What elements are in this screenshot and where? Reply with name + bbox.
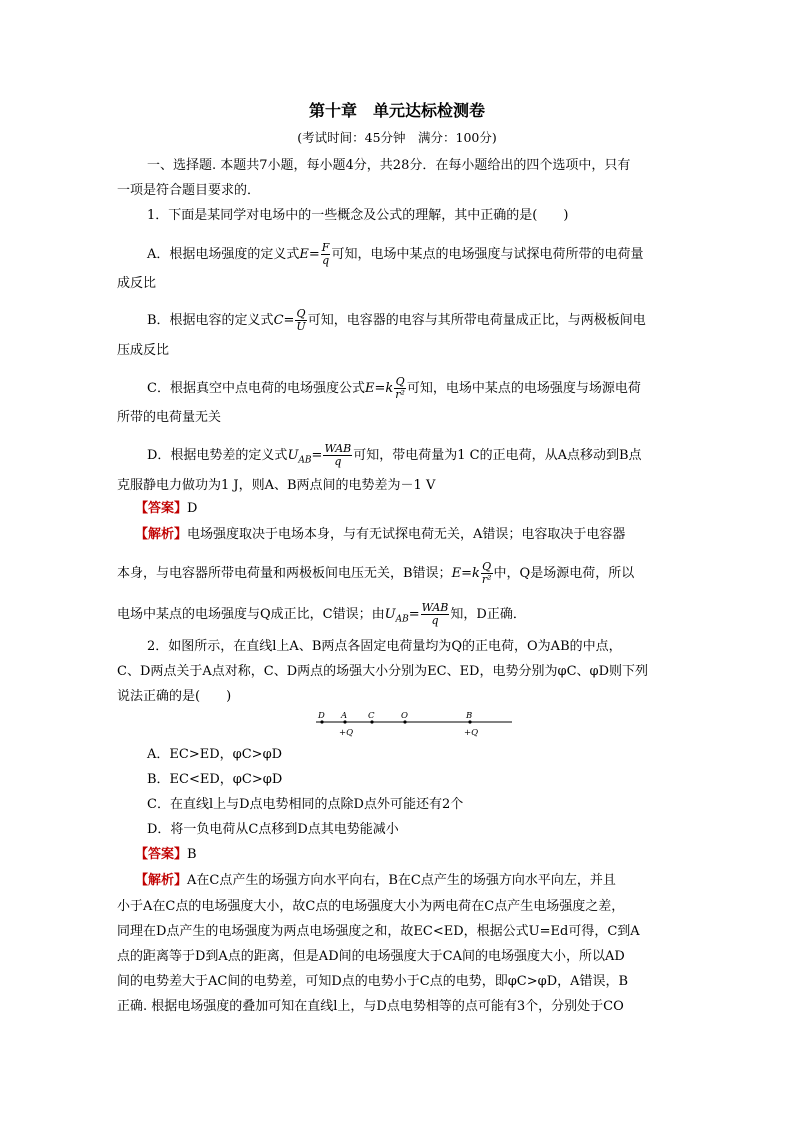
q1-option-a: A．根据电场强度的定义式E= $\frac{F}{q}$ 可知，电场中某点的电场强度与试探电荷所带的电荷量 [147, 241, 644, 267]
q1-answer [135, 499, 197, 519]
q1-option-b-cont: 压成反比 [117, 343, 170, 358]
q2-stem-line3: 说法正确的是( ) [117, 689, 232, 704]
q1-d-text: D．根据电势差的定义式 [147, 448, 288, 463]
q1-b-den: U [296, 320, 306, 333]
q1-analysis-text2: 本身，与电容器所带电荷量和两极板间电压无关，B错误； [117, 566, 452, 581]
q1-a-num: F [321, 241, 330, 254]
q1-analysis2-den: r² [481, 573, 492, 586]
q1-c-den: r² [395, 388, 405, 401]
q1-b-fraction [295, 308, 306, 333]
exam-info: (考试时间：45分钟 满分：100分) [297, 130, 497, 145]
q2-option-a: A．EC>ED，φC>φD [147, 747, 283, 762]
q1-b-num: Q [296, 307, 306, 320]
q1-b-var: C [273, 313, 284, 328]
page-title: 第十章 单元达标检测卷 [308, 101, 485, 120]
q1-a-text: A．根据电场强度的定义式 [147, 247, 300, 262]
q2-option-c: C．在直线l上与D点电势相同的点除D点外可能还有2个 [147, 797, 464, 812]
q1-d-fraction [323, 443, 352, 468]
q1-analysis2-var: E [451, 566, 462, 581]
q1-c-post: 可知，电场中某点的电场强度与场源电荷 [406, 381, 641, 396]
q1-stem: 1．下面是某同学对电场中的一些概念及公式的理解，其中正确的是( ) [147, 208, 569, 223]
q1-d-post: 可知，带电荷量为1 C的正电荷，从A点移动到B点 [353, 448, 642, 463]
q1-a-den: q [322, 254, 330, 267]
q1-a-fraction [321, 242, 331, 267]
section-instructions-line2: 一项是符合题目要求的． [117, 183, 261, 198]
q2-analysis-line3: 同理在D点产生的电场强度为两点电场强度之和，故EC<ED，根据公式U=Ed可得，C到A [117, 924, 640, 939]
q1-analysis3-var: U [384, 607, 396, 622]
label-a: A [341, 711, 348, 721]
q1-option-d: D．根据电势差的定义式$U_{AB}=$ $\frac{\text{WAB}}{q}$ 可知，带电荷量为1 C的正电荷，从A点移动到B点 [147, 442, 642, 468]
q1-answer-tag: 【答案】 [135, 501, 188, 516]
q1-analysis3-sub: AB [395, 614, 409, 625]
q2-option-d: D．将一负电荷从C点移到D点其电势能减小 [147, 822, 399, 837]
q1-b-post: 可知，电容器的电容与其所带电荷量成正比，与两极板间电 [307, 313, 646, 328]
q2-analysis-line1 [135, 871, 616, 891]
label-c: C [368, 711, 375, 721]
q2-analysis-line2: 小于A在C点的电场强度大小，故C点的电场强度大小为两电荷在C点产生电场强度之差， [117, 899, 625, 914]
q1-analysis2-k: k [471, 566, 480, 581]
q1-d-var: U [287, 448, 299, 463]
q1-d-den: q [334, 455, 342, 468]
q1-analysis-line1 [135, 525, 625, 545]
section-instructions-line1: 一、选择题. 本题共7小题，每小题4分，共28分．在每小题给出的四个选项中，只有 [147, 158, 631, 173]
label-d: D [318, 711, 325, 721]
q2-analysis-tag: 【解析】 [135, 873, 188, 888]
q2-answer-value: B [187, 847, 197, 862]
q1-analysis3-fraction [421, 602, 450, 627]
q1-option-b: B．根据电容的定义式C= $\frac{Q}{U}$ 可知，电容器的电容与其所带电荷量成正比，与两极板间电 [147, 307, 646, 333]
q1-d-num: WAB [324, 442, 352, 455]
q1-c-num: Q [395, 375, 405, 388]
q2-answer-tag: 【答案】 [135, 847, 188, 862]
q1-analysis2-num: Q [482, 560, 492, 573]
q1-answer-value: D [187, 501, 198, 516]
q1-option-c-cont: 所带的电荷量无关 [117, 410, 222, 425]
q2-stem-line2: C、D两点关于A点对称，C、D两点的场强大小分别为EC、ED，电势分别为φC、φD则下列 [117, 664, 649, 679]
q1-analysis3-post: 知，D正确． [450, 607, 526, 622]
q2-line-diagram [310, 708, 516, 744]
charge-a: +Q [339, 728, 354, 738]
q1-analysis3-num: WAB [421, 601, 449, 614]
q2-stem-line1: 2．如图所示，在直线l上A、B两点各固定电荷量均为Q的正电荷，O为AB的中点， [147, 639, 622, 654]
q1-a-var: E [299, 247, 309, 262]
q1-analysis-text3: 电场中某点的电场强度与Q成正比，C错误；由 [117, 607, 385, 622]
q1-analysis-line2: 本身，与电容器所带电荷量和两极板间电压无关，B错误；E=k $\frac{Q}{\text{r²}}$ 中，Q是场源电荷，所以 [117, 560, 635, 586]
q1-c-var: E [364, 381, 375, 396]
label-b: B [466, 711, 473, 721]
q1-c-k: k [385, 381, 394, 396]
q2-option-b: B．EC<ED，φC>φD [147, 772, 283, 787]
q2-analysis-line5: 间的电势差大于AC间的电势差，可知D点的电势小于C点的电势，即φC>φD，A错误，B [117, 974, 629, 989]
q2-analysis-line6: 正确. 根据电场强度的叠加可知在直线l上，与D点电势相等的点可能有3个，分别处于CO [117, 999, 624, 1014]
q1-a-post: 可知，电场中某点的电场强度与试探电荷所带的电荷量 [331, 247, 644, 262]
q1-analysis-line3: 电场中某点的电场强度与Q成正比，C错误；由$U_{AB}=$ $\frac{\text{WAB}}{q}$ 知，D正确． [117, 601, 526, 627]
charge-b: +Q [464, 728, 479, 738]
q1-analysis3-den: q [431, 614, 439, 627]
q1-analysis2-fraction [481, 561, 493, 586]
q1-analysis-tag: 【解析】 [135, 527, 188, 542]
q1-d-sub: AB [298, 455, 312, 466]
q1-analysis2-post: 中，Q是场源电荷，所以 [493, 566, 635, 581]
q1-analysis-text1: 电场强度取决于电场本身，与有无试探电荷无关，A错误；电容取决于电容器 [187, 527, 626, 542]
q1-option-d-cont: 克服静电力做功为1 J，则A、B两点间的电势差为－1 V [117, 478, 436, 493]
q1-c-fraction [394, 376, 406, 401]
q2-analysis-text1: A在C点产生的场强方向水平向右，B在C点产生的场强方向水平向左，并且 [187, 873, 616, 888]
q2-answer [135, 845, 197, 865]
label-o: O [401, 711, 408, 721]
q2-analysis-line4: 点的距离等于D到A点的距离，但是AD间的电场强度大于CA间的电场强度大小，所以AD [117, 949, 625, 964]
q1-option-a-cont: 成反比 [117, 276, 157, 291]
q1-option-c: C．根据真空中点电荷的电场强度公式E=k $\frac{Q}{\text{r²}}$ 可知，电场中某点的电场强度与场源电荷 [147, 375, 641, 401]
q1-c-text: C．根据真空中点电荷的电场强度公式 [147, 381, 365, 396]
q1-b-text: B．根据电容的定义式 [147, 313, 274, 328]
